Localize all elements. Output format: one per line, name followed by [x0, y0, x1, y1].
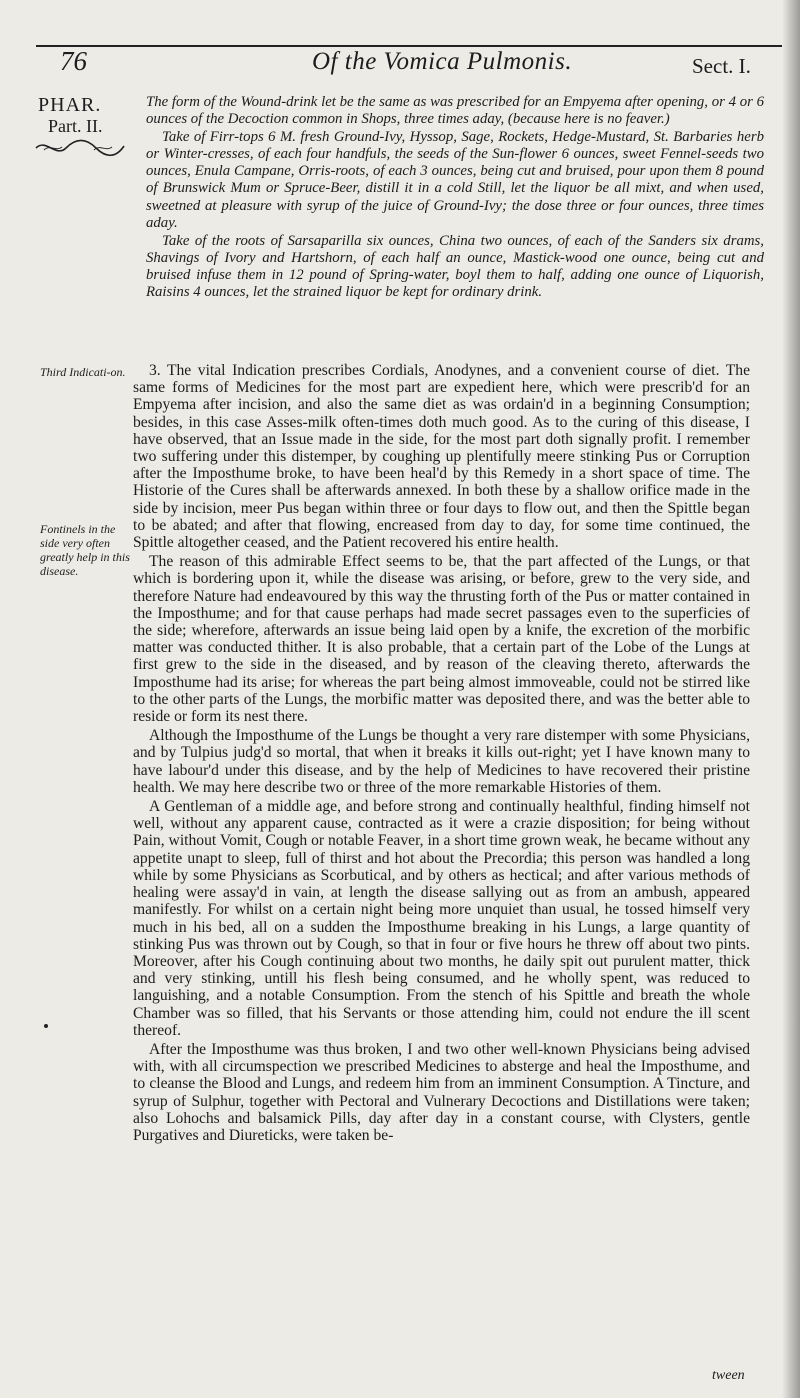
body-text — [133, 362, 750, 1144]
margin-mark — [44, 1024, 48, 1028]
section-label: Sect. I. — [692, 54, 751, 78]
body-paragraph: Although the Imposthume of the Lungs be thought a very rare distemper with some Physicians, and by Tulpius judg'd so mortal, that when it breaks it kills out-right; yet I have known many to have labour'd under this disease, and by the help of Medicines to have recovered their pristine health. We may here describe two or three of the more remarkable Histories of them. — [133, 727, 750, 796]
header-rule — [36, 45, 782, 47]
margin-note-fontinels: Fontinels in the side very often greatly help in this disease. — [40, 522, 130, 578]
body-paragraph: The reason of this admirable Effect seems to be, that the part affected of the Lungs, or that which is bordering upon it, while the disease was arising, or before, grew to the very side, and therefore Nature had endeavoured by this way the thrusting forth of the Pus or matter contained in the Imposthume; and for that cause perhaps had made secret passages even to the superficies of the side; wherefore, afterwards an issue being laid open by a knife, the excretion of the morbific matter was conducted thither. It is also probable, that a certain part of the Lobe of the Lungs at first grew to the side in the diseased, and by reason of the cleaving thereto, afterwards the Imposthume had its arise; for whereas the part being almost immoveable, could not be stirred like to the other parts of the Lungs, the morbific matter was deposited there, and was the better able to reside or form its nest there. — [133, 553, 750, 726]
recipe-paragraph: Take of Firr-tops 6 M. fresh Ground-Ivy, Hyssop, Sage, Rockets, Hedge-Mustard, St. Barbaries herb or Winter-cresses, of each four handfuls, the seeds of the Sun-flower 6 ounces, sweet Fennel-seeds two ounces, Enula Campane, Orris-roots, of each 3 ounces, being cut and bruised, pour upon them 8 pound of Brunswick Mum or Spruce-Beer, distill it in a cold Still, let the liquor be all mixt, and when used, sweetned at pleasure with syrup of the juice of Ground-Ivy; the dose three or four ounces, three times aday. — [146, 129, 764, 231]
margin-part: Part. II. — [48, 116, 103, 136]
page-edge-shadow — [782, 0, 800, 1398]
recipe-paragraph: Take of the roots of Sarsaparilla six ounces, China two ounces, of each of the Sanders six drams, Shavings of Ivory and Hartshorn, of each half an ounce, Mastick-wood one ounce, being cut and bruised infuse them in 12 pound of Spring-water, boyl them to half, adding one ounce of Liquorish, Raisins 4 ounces, let the strained liquor be kept for ordinary drink. — [146, 232, 764, 301]
body-paragraph: A Gentleman of a middle age, and before strong and continually healthful, finding himself not well, without any apparent cause, contracted as it were a crazie disposition; for being without Pain, without Vomit, Cough or notable Feaver, in a short time grown weak, he became without any appetite unapt to sleep, full of thirst and hot about the Precordia; this person was handled a long while by some Physicians as Scorbutical, and by others as hectical; and after various methods of healing were assay'd in vain, at length the disease sallying out as from an ambush, appeared manifestly. For whilst on a certain night being more unquiet than usual, he tossed himself very much in his bed, all on a sudden the Imposthume breaking in his Lungs, a large quantity of stinking Pus was thrown out by Cough, so that in four or five hours he threw off about two pints. Moreover, after his Cough continuing about two months, he daily spit out purulent matter, thick and very stinking, untill his flesh being consumed, and he wholly spent, was reduced to languishing, and a notable Consumption. From the stench of his Spittle and breath the whole Chamber was so filled, that his Servants or those attending him, could not endure the ill scent thereof. — [133, 798, 750, 1039]
recipe-paragraph: The form of the Wound-drink let be the same as was prescribed for an Empyema after opening, or 4 or 6 ounces of the Decoction common in Shops, three times aday, (because here is no feaver.) — [146, 94, 764, 128]
body-paragraph: 3. The vital Indication prescribes Cordials, Anodynes, and a convenient course of diet. The same forms of Medicines for the most part are expedient here, which were prescrib'd for an Empyema after incision, and also the same diet as was ordain'd in a beginning Consumption; besides, in this case Asses-milk often-times doth much good. As to the curing of this disease, I have observed, that an Issue made in the side, for the most part doth signally profit. I remember two suffering under this distemper, by coughing up plentifully meere stinking Pus or Corruption after the Imposthume broke, to have been heal'd by this Remedy in a short space of time. The Historie of the Cures shall be afterwards annexed. In both these by a shallow orifice made in the side by incision, meer Pus began within three or four days to flow out, and then the Spittle began to be abated; and after that flowing, encreased from day to day, for some time continued, the Spittle altogether ceased, and the Patient recovered his entire health. — [133, 362, 750, 552]
catchword: tween — [712, 1368, 745, 1383]
recipe-block — [146, 94, 764, 301]
margin-note-third-indication: Third Indicati-on. — [40, 365, 126, 379]
flourish-ornament-icon — [34, 138, 126, 158]
running-title: Of the Vomica Pulmonis. — [312, 48, 573, 75]
page-number: 76 — [60, 46, 87, 76]
body-paragraph: After the Imposthume was thus broken, I and two other well-known Physicians being advised with, with all circumspection we prescribed Medicines to absterge and heal the Imposthume, and to cleanse the Blood and Lungs, and redeem him from an imminent Consumption. A Tincture, and syrup of Sulphur, together with Pectoral and Vulnerary Decoctions and Distillations were taken; also Lohochs and balsamick Pills, day after day in a constant course, with Clysters, gentle Purgatives and Diureticks, were taken be- — [133, 1040, 750, 1144]
margin-phar: PHAR. — [38, 94, 102, 116]
